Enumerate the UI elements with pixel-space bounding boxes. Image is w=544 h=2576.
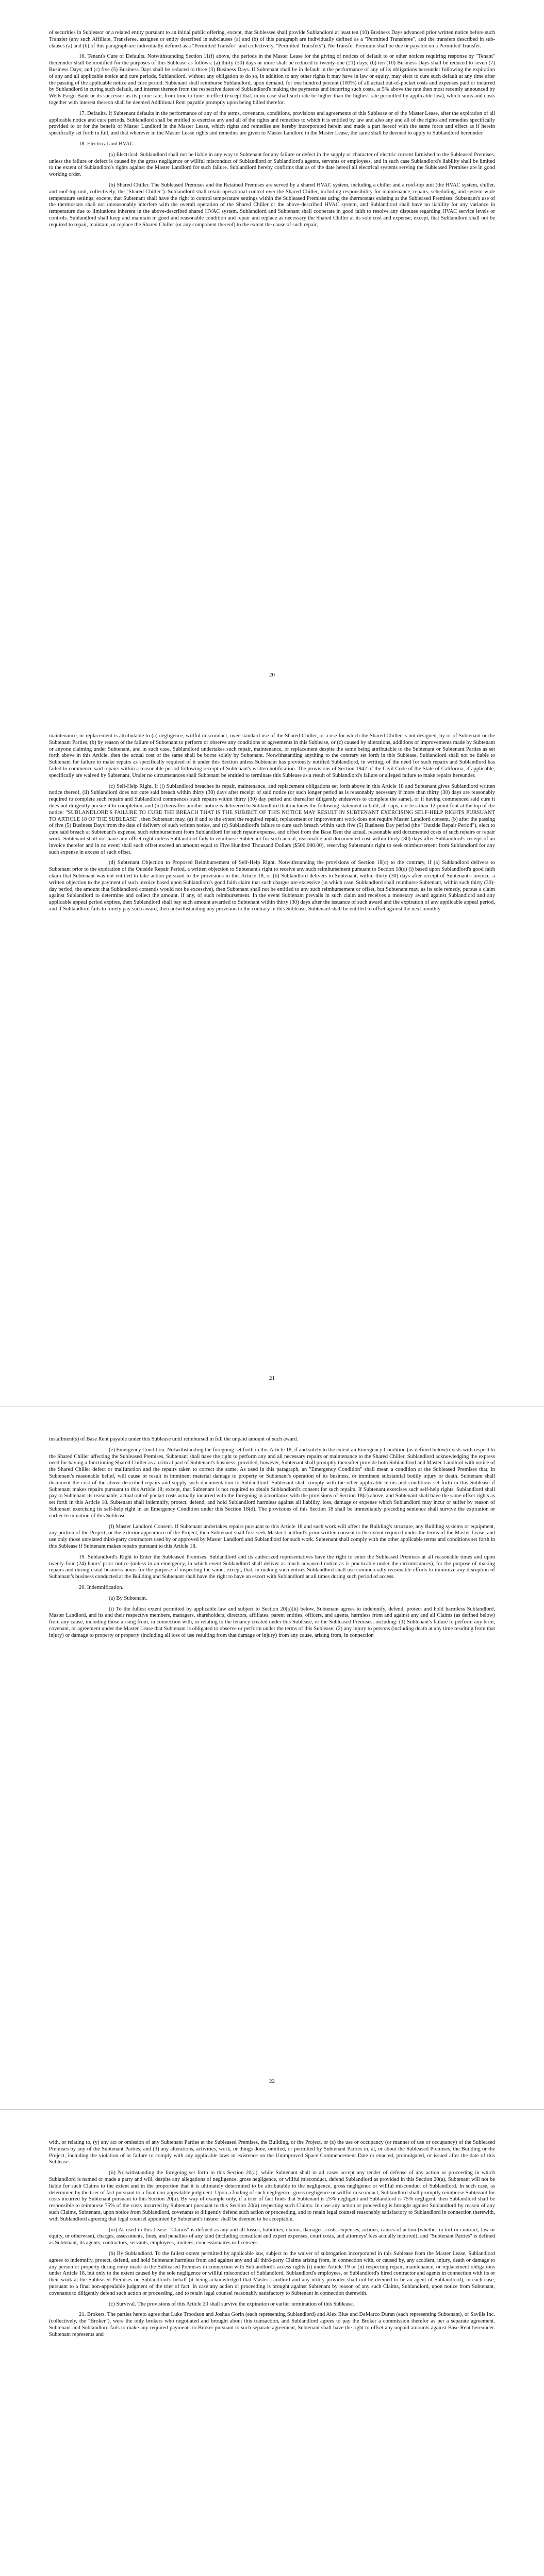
page-number: 20 bbox=[269, 672, 275, 678]
section-heading: 20. Indemnification. bbox=[79, 1584, 124, 1590]
document-page-2 bbox=[0, 703, 544, 1406]
paragraph: 19. Sublandlord's Right to Enter the Subleased Premises. Sublandlord and its authorized representatives have the right to enter the Subleased Premises at all reasonable times and upon twenty-four (24) hours' prior notice (unless in an emergency, in which event Sublandlord shall deliver as much advanced notice as is practicable under the circumstances), for the purpose of making repairs and during usual business hours for the purpose of inspecting the same; except, that, in making such entries Sublandlord shall use commercially reasonable efforts to minimize any disruption of Subtenant's business conducted at the Building and Subtenant shall have the right to have an escort with Sublandlord at all times during such period of access. bbox=[49, 1554, 495, 1580]
paragraph: (f) Master Landlord Consent. If Subtenant undertakes repairs pursuant to this Article 18 and such work will affect the Building's structure, any Building systems or equipment, any portion of the Project, or the exterior appearance of the Project, then Subtenant shall first seek Master Landlord's prior written consent to the extent required under the terms of the Master Lease, and use only those unrelated third-party contractors used by or approved by Master Landlord and Sublandlord for such work. Subtenant shall comply with the other applicable terms and conditions set forth in this Sublease if Subtenant makes repairs pursuant to this Article 18. bbox=[49, 1523, 495, 1549]
page-number: 22 bbox=[269, 2078, 275, 2084]
paragraph: (i) To the fullest extent permitted by applicable law and subject to Section 20(a)(ii) below, Subtenant agrees to indemnify, defend, protect and hold harmless Sublandlord, Master Landlord, and its and their respective members, managers, shareholders, directors, affiliates, parent entities, officers, and agents, harmless from and against any and all Claims (as defined below) from any cause, including those arising from, in connection with, or relating to the tenancy created under this Sublease, or the Subleased Premises, including: (1) Subtenant's failure to perform any term, covenant, or agreement under the Master Lease that Subtenant is obligated to observe or perform under the terms of this Sublease; (2) any injury to persons (including death at any time resulting from that injury) or damage to property or property (including all loss of use resulting from that damage or injury) from any cause, arising from, in connection bbox=[49, 1606, 495, 1638]
document-page-1 bbox=[0, 0, 544, 703]
paragraph: (d) Subtenant Objection to Proposed Reimbursement of Self-Help Right. Notwithstanding the provisions of Section 18(c) to the contrary, if (a) Sublandlord delivers to Subtenant prior to the expiration of the Outside Repair Period, a written objection to Subtenant's right to receive any such reimbursement pursuant to Section 18(c) (i) based upon Sublandlord's good faith claim that Subtenant was not entitled to take action pursuant to the provisions in this Article 18, or (b) Sublandlord delivers to Subtenant, within thirty (30) days after receipt of Subtenant's invoice, a written objection to the payment of such invoice based upon Sublandlord's good faith claim that such charges are excessive (in which case, Sublandlord shall reimburse Subtenant, within such thirty (30)-day period, the amount that Sublandlord contends would not be excessive), then Subtenant shall not be entitled to any such reimbursement or offset, but Subtenant may, as its sole remedy, pursue a claim against Sublandlord to determine and collect the amount, if any, of such reimbursement. In the event Subtenant prevails in such claim and receives a monetary award against Sublandlord and any applicable appeal period expires, then Sublandlord shall pay such amount awarded to Subtenant within thirty (30) days after the issuance of such award and the expiration of any applicable appeal period, and if Sublandlord fails to timely pay such award, then notwithstanding any provision to the contrary in this Sublease, Subtenant shall be entitled to offset against the next monthly bbox=[49, 860, 495, 912]
paragraph: maintenance, or replacement is attributable to (a) negligence, willful misconduct, over-standard use of the Shared Chiller, or a use for which the Shared Chiller is not designed, by or of Subtenant or the Subtenant Parties, (b) by reason of the failure of Subtenant to perform or observe any conditions or agreements in this Sublease, or (c) caused by alterations, additions or improvements made by Subtenant or anyone claiming under Subtenant, and in such case, Sublandlord undertakes such repair, maintenance, or replacement despite the same being attributable to the Subtenant or Subtenant Parties as set forth above in this Article, then the actual cost of the same shall be borne solely by Subtenant. Notwithstanding anything to the contrary set forth in this Sublease, Sublandlord shall not be liable to Subtenant for failure to make repairs as specifically required of it under this Section unless Subtenant has previously notified Sublandlord, in writing, of the need for such repairs and Sublandlord has failed to commence said repairs within a reasonable period following receipt of Subtenant's written notification. The provisions of Section 1942 of the Civil Code of the State of California, if applicable, specifically are waived by Subtenant. Under no circumstances shall Subtenant be entitled to terminate this Sublease as a result of Sublandlord's failure or alleged failure to make repairs hereunder. bbox=[49, 733, 495, 778]
paragraph: installment(s) of Base Rent payable under this Sublease until reimbursed in full the unpaid amount of such award. bbox=[49, 1436, 299, 1442]
page-body bbox=[49, 1436, 495, 2060]
paragraph: (a) Electrical. Sublandlord shall not be liable in any way to Subtenant for any failure or defect in the supply or character of electric current furnished to the Subleased Premises, unless the failure or defect is caused by the gross negligence or willful misconduct of Sublandlord or Sublandlord's agents, servants or employees, and in such case Sublandlord's liability shall be limited to the extent of Sublandlord's rights against the Master Landlord for such failure. Sublandlord hereby confirms that as of the date hereof all electrical systems serving the Subleased Premises are in good working order. bbox=[49, 151, 495, 178]
subsection-heading: (a) By Subtenant. bbox=[109, 1595, 147, 1601]
paragraph: of securities in Sublessor or a related entity pursuant to an initial public offering, except, that Sublessee shall provide Sublandlord at least ten (10) Business Days advanced prior written notice before such Transfer (any such Affiliate, Transferee, assignee or entity described in subclauses (a) and (b) of this paragraph are individually defined as a "Permitted Transferee", and the transfers described in sub-clauses (a) and (b) of this paragraph are individually defined as a "Permitted Transfer" and collectively, "Permitted Transfers"). No Transfer Premium shall be due or payable on a Permitted Transfer. bbox=[49, 30, 495, 49]
page-body bbox=[49, 733, 495, 1357]
paragraph: 16. Tenant's Cure of Defaults. Notwithstanding Section 11(f) above, the periods in the Master Lease for the giving of notices of default to or other notices requiring response by "Tenant" thereunder shall be modified for the purposes of this Sublease as follows: (a) thirty (30) days or more shall be reduced to twenty-one (21) days; (b) ten (10) Business Days shall be reduced to seven (7) Business Days; and (c) five (5) Business Days shall be reduced to three (3) Business Days. If Subtenant shall be in default in the performance of any of its obligations hereunder following the expiration of any and all applicable notice and cure periods, Sublandlord, without any obligation to do so, in addition to any other rights it may have in law or equity, may elect to cure such default at any time after the passing of the applicable notice and cure period. Subtenant shall reimburse Sublandlord, upon demand, for one hundred percent (100%) of all actual out-of-pocket costs and expenses paid or incurred by Sublandlord in curing such default, and interest thereon from the respective dates of Sublandlord's making the payments and incurring such costs, at 5% above the rate then most recently announced by Wells Fargo Bank or its successor as its prime rate, from time to time in effect (except that, in no case shall such rate be higher than the highest rate permitted by applicable law), which sums and costs together with interest thereon shall be deemed Additional Rent payable promptly upon being billed therefor. bbox=[49, 54, 495, 106]
paragraph: with, or relating to, (y) any act or omission of any Subtenant Parties at the Subleased Premises, the Building, or the Project, or (z) the use or occupancy (or manner of use or occupancy) of the Subleased Premises by any of the Subtenant Parties; and (3) any alterations, activities, work, or things done, omitted, or permitted by Subtenant Parties in, at, or about the Subleased Premises, the Building or the Project, including the violation of or failure to comply with any applicable laws in existence on the Unimproved Space Commencement Date or enacted, promulgated, or issued after the date of this Sublease. bbox=[49, 2140, 495, 2165]
paragraph: (ii) Notwithstanding the foregoing set forth in this Section 20(a), while Subtenant shall in all cases accept any tender of defense of any action or proceeding in which Sublandlord is named or made a party and will, despite any allegations of negligence, gross negligence, or willful misconduct, defend Sublandlord as provided in this Section 20(a), Subtenant will not be liable for such Claims to the extent and in the proportion that it is ultimately determined to be attributable to the negligence, gross negligence or willful misconduct of Sublandlord. In such case, as determined by the trier of fact pursuant to a final non-appealable judgment. Upon a finding of such negligence, gross negligence or willful misconduct, Sublandlord shall promptly reimburse Subtenant for costs incurred by Subtenant pursuant to this Section 20(a). By way of example only, if a trier of fact finds that Subtenant is 25% negligent and Sublandlord is 75% negligent, then Sublandlord shall be responsible to reimburse 75% of the costs incurred by Subtenant pursuant to this Section 20(a) respecting such Claims. In case any action or proceeding is brought against Sublandlord by reason of any such Claims, Subtenant, upon notice from Sublandlord, covenants to diligently defend such action or proceeding, and to retain legal counsel reasonably satisfactory to Sublandlord in connection therewith, with Sublandlord agreeing that legal counsel appointed by Subtenant's insurer shall be deemed to be acceptable. bbox=[49, 2170, 495, 2222]
paragraph: (e) Emergency Condition. Notwithstanding the foregoing set forth in this Article 18, if and solely to the extent an Emergency Condition (as defined below) exists with respect to the Shared Chiller affecting the Subleased Premises, Subtenant shall have the right to perform any and all necessary repairs or maintenance to the Shared Chiller, Sublandlord acknowledging the express need for having a functioning Shared Chiller as a critical part of Subtenant's business; provided, however, Subtenant shall promptly thereafter provide both Sublandlord and Master Landlord with notice of the Shared Chiller defect or malfunction and the repairs taken to correct the same. As used in this paragraph, an "Emergency Condition" shall mean a condition at the Subleased Premises that, in Subtenant's reasonable belief, will cause or result in imminent material damage to property or Subtenant's operation of its business, or imminent substantial bodily injury or death. Subtenant shall document the cost of the above-described repairs and supply such documentation to Sublandlord. Subtenant shall comply with the other applicable terms and conditions set forth in this Sublease if Subtenant makes repairs pursuant to this Article 18; except, that Subtenant is not required to obtain Sublandlord's consent for such repairs. If Subtenant exercises such self-help rights, Sublandlord shall pay to Subtenant its reasonable, actual out-of-pocket costs actually incurred with the foregoing in accordance with the provisions of Section 18(c) above, and Subtenant shall have the same offset rights as set forth in this Article 18. Subtenant shall indemnify, protect, defend, and hold Sublandlord harmless against all liability, loss, damage or expense which Sublandlord may incur or suffer by reason of Subtenant exercising its self-help right in an Emergency Condition under this Section 18(d). The provisions of this Section 18 shall be immediately preceding sentence shall survive the expiration or earlier termination of this Sublease. bbox=[49, 1447, 495, 1519]
page-number: 21 bbox=[269, 1375, 275, 1381]
paragraph: (b) By Sublandlord. To the fullest extent permitted by applicable law, subject to the waiver of subrogation incorporated in this Sublease from the Master Lease, Sublandlord agrees to indemnify, protect, defend, and hold Subtenant harmless from and against any and all third-party Claims arising from, in connection with, or caused by, any accident, injury, death or damage to any person or property during entry made to the Subleased Premises in connection with Sublandlord's access rights (i) under Article 19 or (ii) respecting repair, maintenance, or replacement obligations under Article 18, but only to the extent caused by the sole negligence or willful misconduct of Sublandlord, Sublandlord's employees, or Sublandlord's hired contractor and agents in connection with its or their work at the Subleased Premises on Sublandlord's behalf (it being acknowledged that Master Landlord and any utility provider shall not be deemed to be an agent of Sublandlord), in each case, pursuant to a final non-appealable judgment of the trier of fact. In case any action or proceeding is brought against Subtenant by reason of any such Claims, Sublandlord, upon notice from Subtenant, covenants to diligently defend such action or proceeding, and to retain legal counsel reasonably satisfactory to Subtenant in connection therewith. bbox=[49, 2250, 495, 2296]
paragraph: (c) Self-Help Right. If (i) Sublandlord breaches its repair, maintenance, and replacement obligations set forth above in this Article 18 and Subtenant gives Sublandlord written notice thereof, (ii) Sublandlord does not cure said breach within thirty (30) days after receipt of said notice (or such longer period as is reasonably necessary if more than thirty (30) days are reasonably required to complete such repairs and Sublandlord commences such repairs within thirty (30) day period and thereafter diligently endeavors to complete the same), or if having commenced said cure it does not diligently pursue it to completion, and (iii) thereafter another notice is delivered to Sublandlord that includes the following statement in bold, all caps, not less than 12-point font at the top of the notice: "SUBLANDLORD'S FAILURE TO CURE THE BREACH THAT IS THE SUBJECT OF THIS NOTICE MAY RESULT IN SUBTENANT EXERCISING SELF-HELP RIGHTS PURSUANT TO ARTICLE 18 OF THE SUBLEASE", then Subtenant may, (a) if and to the extent the required repair, replacement or improvement work does not require Master Landlord consent, (b) after the passing of five (5) Business Days from the date of delivery of such written notice, and (c) Sublandlord's failure to cure such breach within such five (5) Business Day period (the "Outside Repair Period"), elect to cure said breach at Subtenant's expense, such reimbursement from Sublandlord for such repair expense, and offset from the Base Rent the actual, reasonable and documented costs of such repairs or repair work. Subtenant shall not have any offset right unless Sublandlord fails to reimburse Subtenant for such actual, reasonable and documented cost within thirty (30) days after Sublandlord's receipt of an invoice therefor and in no event shall such offset exceed an amount equal to Five Hundred Thousand Dollars ($500,000.00), reserving Subtenant's right to seek reimbursement from Sublandlord for any such expense in excess of such offset. bbox=[49, 783, 495, 855]
paragraph: 21. Brokers. The parties hereto agree that Luke Troodson and Joshua Gorin (each representing Sublandlord) and Alex Blue and DeMarco Duran (each representing Subtenant), of Savills Inc. (collectively, the "Broker"), were the only brokers who negotiated and brought about this transaction, and Sublandlord agrees to pay the Broker a commission therefor as per a separate agreement. Subtenant and Sublandlord fails to make any required payments to Broker pursuant to such separate agreement, Subtenant shall have the right to offset any unpaid amounts against Base Rent hereunder. Subtenant represents and bbox=[49, 2312, 495, 2337]
paragraph: (b) Shared Chiller. The Subleased Premises and the Retained Premises are served by a shared HVAC system, including a chiller and a roof-top unit (the HVAC system, chiller, and roof-top unit, collectively, the "Shared Chiller"). Sublandlord shall retain operational control over the Shared Chiller, including responsibility for maintenance, repairs, scheduling, and system-wide temperature settings; except, that Subtenant shall have the right to control temperature settings within the Subleased Premises using the thermostats existing at the Subleased Premises. Subtenant's use of the thermostats shall not unreasonably interfere with the overall operation of the Shared Chiller or the above-described HVAC system, and Sublandlord shall have no liability for any variance in temperature due to limitations inherent in the above-described shared HVAC system. Sublandlord and Subtenant shall cooperate in good faith to resolve any disputes regarding HVAC service levels or controls. Sublandlord shall keep and maintain in good and reasonable condition and repair and replace as necessary the Shared Chiller at its sole cost and expense; except, that Sublandlord shall not be required to repair, maintain, or replace the Shared Chiller (or any component thereof) to the extent the cause of such repair, bbox=[49, 182, 495, 228]
paragraph: (iii) As used in this Lease: "Claims" is defined as any and all losses, liabilities, claims, damages, costs, expenses, actions, causes of action (whether in tort or contract, law or equity, or otherwise), charges, assessments, fines, and penalties of any kind (including consultant and expert expenses, court costs, and attorneys' fees actually incurred); and "Subtenant Parties" is defined as Subtenant, its agents, contractors, servants, employees, invitees, concessionaires or licensees. bbox=[49, 2227, 495, 2246]
paragraph: (c) Survival. The provisions of this Article 20 shall survive the expiration or earlier termination of this Sublease. bbox=[109, 2301, 354, 2307]
page-body bbox=[49, 2140, 495, 2576]
document-page-3 bbox=[0, 1406, 544, 2110]
document-page-4 bbox=[0, 2110, 544, 2576]
paragraph: 17. Defaults. If Subtenant defaults in the performance of any of the terms, covenants, conditions, provisions and agreements of this Sublease or of the Master Lease, after the expiration of all applicable notice and cure periods, Sublandlord shall be entitled to exercise any and all of the rights and remedies to which it is entitled by law and also any and all of the rights and remedies specifically provided to or for the benefit of Master Landlord in the Master Lease, which rights and remedies are hereby incorporated herein and made a part hereof with the same force and effect as if herein specifically set forth in full, and that wherever in the Master Lease rights and remedies are given to Master Landlord in the Master Lease, the same shall be deemed to apply to Sublandlord hereunder. bbox=[49, 110, 495, 137]
section-heading: 18. Electrical and HVAC. bbox=[79, 141, 135, 147]
page-body bbox=[49, 30, 495, 654]
